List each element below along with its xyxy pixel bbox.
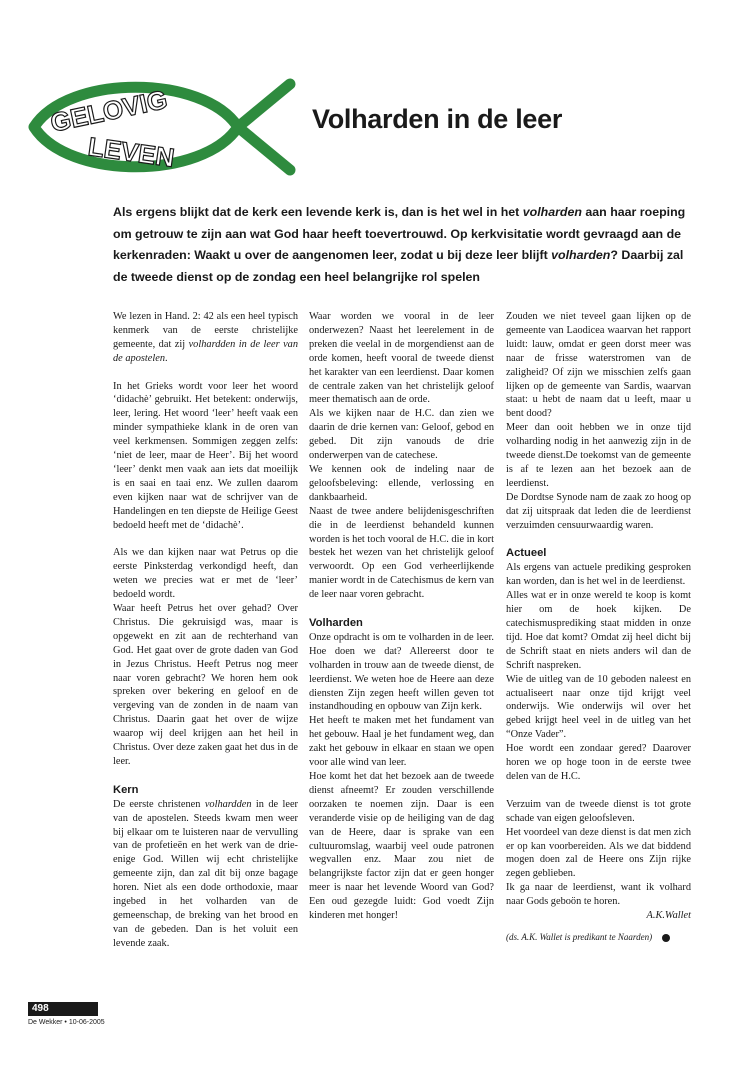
paragraph: In het Grieks wordt voor leer het woord ‘didachè’ gebruikt. Het betekent: onderwijs, leer, lering. Het woord ‘leer’ heeft vaak een minder sympathieke klank in de oren van veel kerkmensen. Sommigen zeggen zelfs: ‘niet de leer, maar de Heer’. Bij het woord ‘leer’ denkt men vaak aan iets dat moeilijk is en saai en taai enz. We zullen daarom even kijken naar wat de schrijver van de Handelingen en ten diepste de Heilige Geest bedoeld heeft met de ‘didachè’. [113, 380, 298, 531]
paragraph: Onze opdracht is om te volharden in de leer. Hoe doen we dat? Allereerst door te volharden in trouw aan de tweede dienst, de leerdienst. We weten hoe de Heere aan deze diensten Zijn zegen heeft willen geven tot instandhouding en opbouw van Zijn kerk. [309, 631, 494, 713]
paragraph: Zouden we niet teveel gaan lijken op de gemeente van Laodicea waarvan het rapport luidt: lauw, omdat er geen dorst meer was naar de frisse waterstromen van de zaligheid? Of zijn we misschien zelfs gaan lijken op de gemeente van Sardis, waarvan staat: u hebt de naam dat u leeft, maar u bent dood? [506, 311, 691, 420]
logo-text-leven: LEVEN [86, 131, 177, 173]
section-heading-volharden: Volharden [309, 616, 363, 629]
paragraph: Ik ga naar de leerdienst, want ik volhard naar Gods geboön te horen. [506, 882, 691, 908]
article-title: Volharden in de leer [312, 104, 563, 134]
paragraph: Waar heeft Petrus het over gehad? Over Christus. Die gekruisigd was, maar is opgewekt en zit aan de rechterhand van God. Het gaat over de grote daden van God in Jezus Christus. Heeft Petrus nog meer naar voren gebracht? We horen hem ook spreken over bekering en geloof en de vergeving van de zonden in de naam van Christus. Daarin gaat het over de wijze waarop wij deel krijgen aan het heil in Christus. Over deze zaken gaat het dus in de leer. [113, 603, 298, 767]
author-signature: A.K.Wallet [646, 910, 691, 922]
paragraph: Meer dan ooit hebben we in onze tijd volharding nodig in het aanwezig zijn in de tweede dienst.De toekomst van de gemeente is af te lezen aan het bezoek aan de leerdienst. [506, 422, 691, 489]
paragraph: Naast de twee andere belijdenisgeschriften die in de leerdienst behandeld kunnen worden is het toch vooral de H.C. die in kort bestek het wezen van het christelijk geloof verwoordt. Op een God verheerlijkende manier wordt in de Catechismus de kern van de leer naar voren gebracht. [309, 505, 494, 601]
gelovig-leven-fish-logo [28, 72, 298, 182]
paragraph: We lezen in Hand. 2: 42 als een heel typisch kenmerk van de eerste christelijke gemeente, dat zij volhardden in de leer van de apostelen. [113, 311, 298, 364]
text-column-1 [113, 310, 298, 965]
article-intro: Als ergens blijkt dat de kerk een levende kerk is, dan is het wel in het volharden aan haar roeping om getrouw te zijn aan wat God haar heeft toevertrouwd. Op kerkvisitatie wordt gevraagd aan de kerkenraden: Waakt u over de aangenomen leer, zodat u bij deze leer blijft volharden? Daarbij zal de tweede dienst op de zondag een heel belangrijke rol spelen [113, 205, 686, 284]
section-heading-kern: Kern [113, 783, 139, 796]
publication-source: De Wekker • 10-06-2005 [28, 1019, 105, 1026]
paragraph: De Dordtse Synode nam de zaak zo hoog op dat zij uitspraak dat leden die de leerdienst verzuimden censuurwaardig waren. [506, 491, 691, 531]
text-column-2 [309, 310, 494, 923]
paragraph: Als ergens van actuele prediking gesproken kan worden, dan is het wel in de leerdienst. [506, 562, 691, 588]
page-number: 498 [28, 1002, 98, 1016]
paragraph: Hoe komt het dat het bezoek aan de tweede dienst afneemt? Er zouden verschillende oorzaken te noemen zijn. Daar is een veranderde visie op de heiliging van de dag van de Heere, daar is sprake van een cultuuromslag, waarbij veel oude patronen wegvallen enz. Maar zou niet de belangrijkste factor zijn dat er geen honger meer is naar het levende Woord van God? Een oud gezegde luidt: God voedt Zijn kinderen met honger! [309, 770, 494, 922]
paragraph: Het heeft te maken met het fundament van het gebouw. Haal je het fundament weg, dan zakt het gebouw in elkaar en staan we open voor alle wind van leer. [309, 715, 494, 769]
paragraph: Waar worden we vooral in de leer onderwezen? Naast het leerelement in de preken die veelal in de morgendienst aan de orde komen, heeft vooral de tweede dienst het karakter van een leerdienst. Daar komen de centrale zaken van het christelijk geloof meer thematisch aan de orde. [309, 311, 494, 406]
logo-text-gelovig: GELOVIG [47, 83, 170, 138]
paragraph: De eerste christenen volhardden in de leer van de apostelen. Steeds kwam men weer bij elkaar om te luisteren naar de vervulling van de profetieën en het werk van de drie-enige God. Willen wij echt christelijke gemeente zijn, dan zal dit bij onze bagage horen. Niet als een dode orthodoxie, maar ingebed in het volharden van de gemeenschap, de breking van het brood en van de gebeden. Dan is het voluit een levende zaak. [113, 798, 298, 949]
paragraph: Verzuim van de tweede dienst is tot grote schade van eigen geloofsleven. [506, 798, 691, 824]
end-bullet-icon [662, 934, 670, 942]
paragraph: Alles wat er in onze wereld te koop is komt hier om de hoek kijken. De catechismusprediking staat midden in onze tijd. Hoe dat komt? Omdat zij heel dicht bij de Schrift staat en niets anders wil dan de Schrift naspreken. [506, 590, 691, 671]
paragraph: Wie de uitleg van de 10 geboden naleest en actualiseert naar onze tijd krijgt veel onderwijs. Wie onderwijs wil over het gebed krijgt heel veel in de uitleg van het “Onze Vader”. [506, 673, 691, 741]
author-note: (ds. A.K. Wallet is predikant te Naarden) [506, 931, 691, 945]
paragraph: Hoe wordt een zondaar gered? Daarover horen we op hoge toon in de eerste twee delen van de H.C. [506, 743, 691, 782]
paragraph: Als we dan kijken naar wat Petrus op die eerste Pinksterdag verkondigd heeft, dan weten we precies wat er met de ‘leer’ bedoeld wordt. [113, 547, 298, 601]
paragraph: Als we kijken naar de H.C. dan zien we daarin de drie kernen van: Geloof, gebod en gebed. Dit zijn vanouds de drie onderwerpen van de catechese. [309, 408, 494, 462]
text-column-3 [506, 310, 691, 945]
section-heading-actueel: Actueel [506, 547, 547, 560]
paragraph: Het voordeel van deze dienst is dat men zich er op kan voorbereiden. Als we dat biddend mogen doen zal de Heere ons Zijn rijke zegen geblieben. [506, 826, 691, 880]
paragraph: We kennen ook de indeling naar de geloofsbeleving: ellende, verlossing en dankbaarheid. [309, 463, 494, 503]
